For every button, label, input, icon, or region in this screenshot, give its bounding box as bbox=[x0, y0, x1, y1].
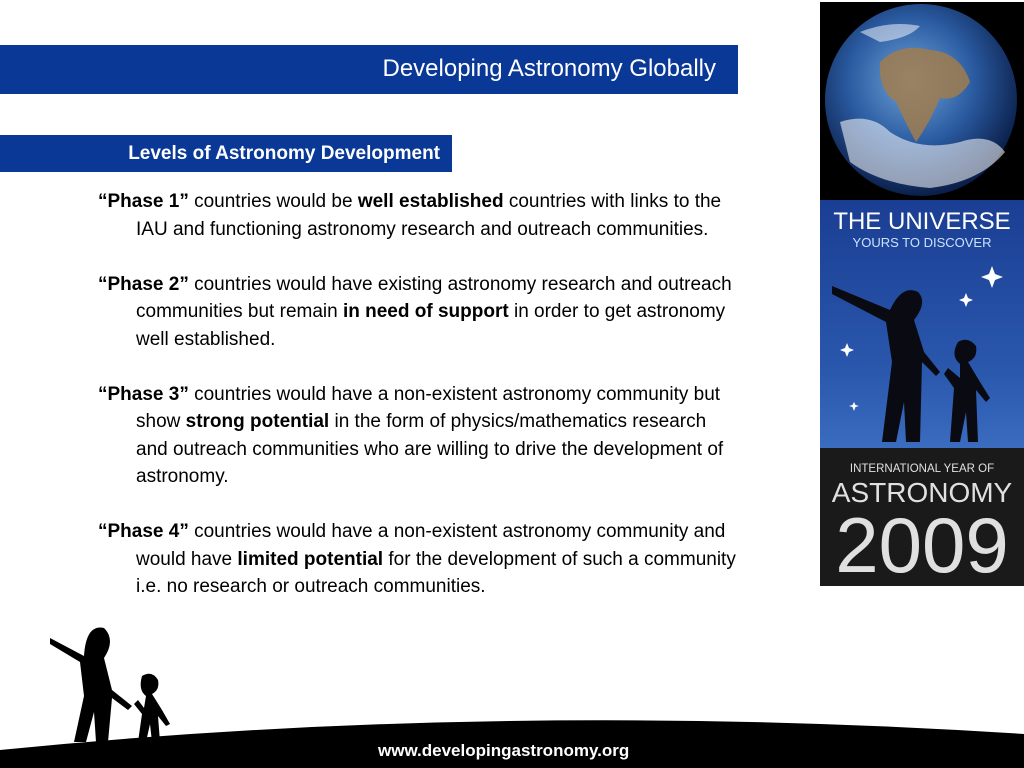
phase-3-text-b: in the form of physics/mathematics research and outreach communities who are willing to drive the development of astronomy. bbox=[136, 411, 724, 487]
phase-4-paragraph bbox=[98, 518, 738, 601]
phase-3-text-a: countries would have a non-existent astronomy community but show bbox=[136, 383, 721, 432]
phase-2-text-a: countries would have existing astronomy research and outreach communities but remain bbox=[136, 273, 732, 322]
phase-1-text-b: countries with links to the IAU and functioning astronomy research and outreach communities. bbox=[136, 191, 722, 240]
poster-line-4: ASTRONOMY bbox=[831, 477, 1013, 508]
iya-2009-poster bbox=[820, 2, 1024, 586]
poster-line-2: YOURS TO DISCOVER bbox=[852, 235, 992, 250]
phase-1-paragraph bbox=[98, 188, 738, 243]
phase-2-emphasis: in need of support bbox=[342, 301, 509, 322]
phase-1-label: “Phase 1” bbox=[98, 191, 189, 212]
phase-1-text-a: countries would be bbox=[188, 191, 358, 212]
child-silhouette bbox=[134, 674, 170, 742]
footer-url[interactable]: www.developingastronomy.org bbox=[378, 741, 630, 760]
phase-3-paragraph bbox=[98, 381, 738, 491]
phase-4-label: “Phase 4” bbox=[98, 521, 189, 542]
poster-line-5: 2009 bbox=[835, 501, 1009, 586]
section-bar bbox=[0, 135, 452, 172]
phase-4-emphasis: limited potential bbox=[237, 548, 384, 570]
phase-2-paragraph bbox=[98, 271, 738, 354]
phase-4-text-a: countries would have a non-existent astronomy community and would have bbox=[136, 521, 726, 570]
phase-4-text-b: for the development of such a community i.e. no research or outreach communities. bbox=[136, 548, 736, 597]
page-title: Developing Astronomy Globally bbox=[382, 55, 716, 82]
phase-3-label: “Phase 3” bbox=[98, 383, 189, 405]
phase-2-label: “Phase 2” bbox=[98, 273, 189, 295]
phase-3-emphasis: strong potential bbox=[185, 411, 330, 432]
adult-silhouette bbox=[50, 628, 132, 742]
phase-1-emphasis: well established bbox=[357, 191, 504, 212]
title-bar bbox=[0, 45, 738, 94]
phase-list bbox=[98, 188, 738, 628]
poster-line-3: INTERNATIONAL YEAR OF bbox=[849, 463, 995, 475]
phase-2-text-b: in order to get astronomy well established. bbox=[136, 301, 726, 350]
section-title: Levels of Astronomy Development bbox=[128, 143, 440, 164]
poster-line-1: THE UNIVERSE bbox=[833, 208, 1011, 235]
